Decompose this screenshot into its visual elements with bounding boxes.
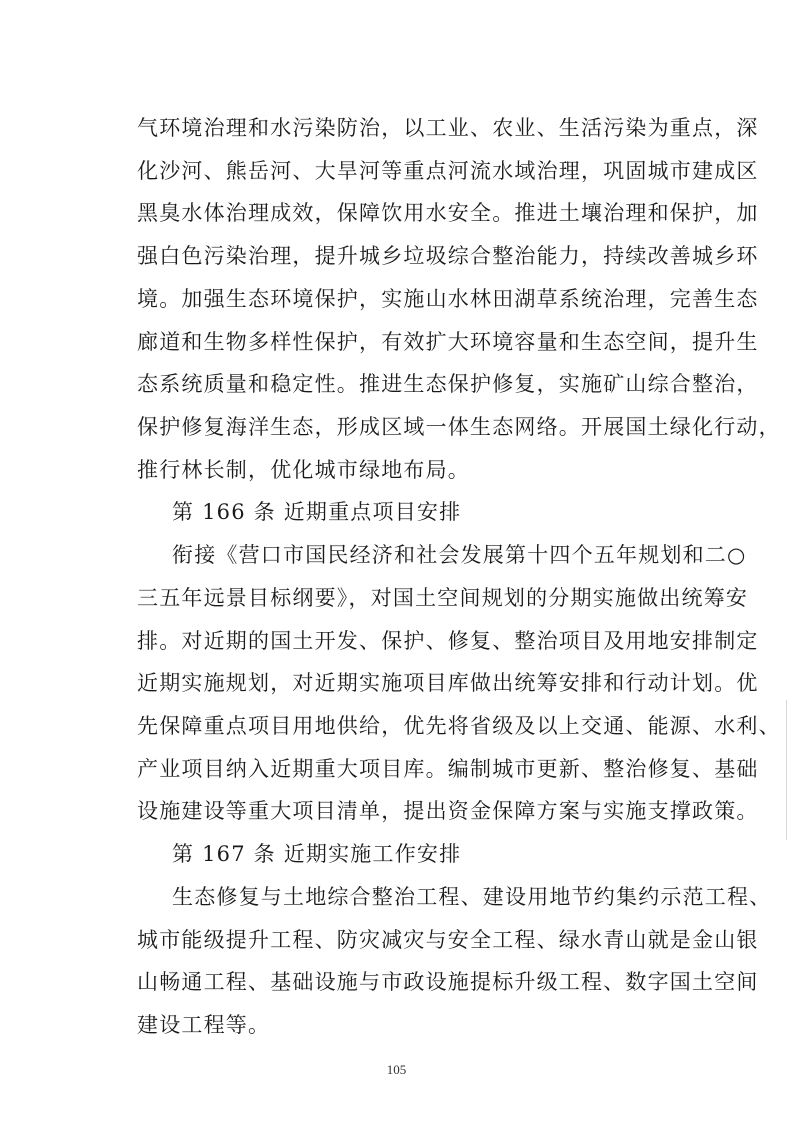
page-number: 105 (386, 1062, 407, 1077)
article-167-heading: 第 167 条 近期实施工作安排 (172, 842, 462, 867)
paragraph-line: 三五年远景目标纲要》，对国土空间规划的分期实施做出统筹安 (137, 585, 749, 610)
paragraph-line: 先保障重点项目用地供给，优先将省级及以上交通、能源、水利、 (137, 714, 781, 738)
paragraph-line: 化沙河、熊岳河、大旱河等重点河流水域治理，巩固城市建成区 (137, 158, 759, 183)
paragraph-line: 城市能级提升工程、防灾减灾与安全工程、绿水青山就是金山银 (137, 927, 759, 952)
paragraph-line: 黑臭水体治理成效，保障饮用水安全。推进土壤治理和保护，加 (137, 201, 759, 226)
paragraph-line: 近期实施规划，对近期实施项目库做出统筹安排和行动计划。优 (137, 671, 759, 696)
paragraph-line: 保护修复海洋生态，形成区域一体生态网络。开展国土绿化行动， (137, 415, 781, 439)
paragraph-line: 山畅通工程、基础设施与市政设施提标升级工程、数字国土空间 (137, 970, 759, 995)
paragraph-line: 态系统质量和稳定性。推进生态保护修复，实施矿山综合整治， (137, 372, 759, 397)
paragraph-line: 排。对近期的国土开发、保护、修复、整治项目及用地安排制定 (137, 628, 759, 653)
paragraph-line: 产业项目纳入近期重大项目库。编制城市更新、整治修复、基础 (137, 756, 759, 781)
paragraph-line: 衔接《营口市国民经济和社会发展第十四个五年规划和二○ (172, 543, 747, 568)
paragraph-line: 境。加强生态环境保护，实施山水林田湖草系统治理，完善生态 (137, 286, 759, 311)
paragraph-line: 设施建设等重大项目清单，提出资金保障方案与实施支撑政策。 (137, 799, 759, 824)
paragraph-line: 廊道和生物多样性保护，有效扩大环境容量和生态空间，提升生 (137, 329, 759, 354)
article-166-heading: 第 166 条 近期重点项目安排 (172, 500, 462, 525)
paragraph-line: 生态修复与土地综合整治工程、建设用地节约集约示范工程、 (172, 884, 772, 909)
scan-edge-mark (786, 700, 787, 840)
paragraph-line: 推行林长制，优化城市绿地布局。 (137, 457, 470, 482)
paragraph-line: 强白色污染治理，提升城乡垃圾综合整治能力，持续改善城乡环 (137, 244, 759, 269)
paragraph-line: 气环境治理和水污染防治，以工业、农业、生活污染为重点，深 (137, 116, 759, 140)
paragraph-line: 建设工程等。 (137, 1013, 271, 1037)
